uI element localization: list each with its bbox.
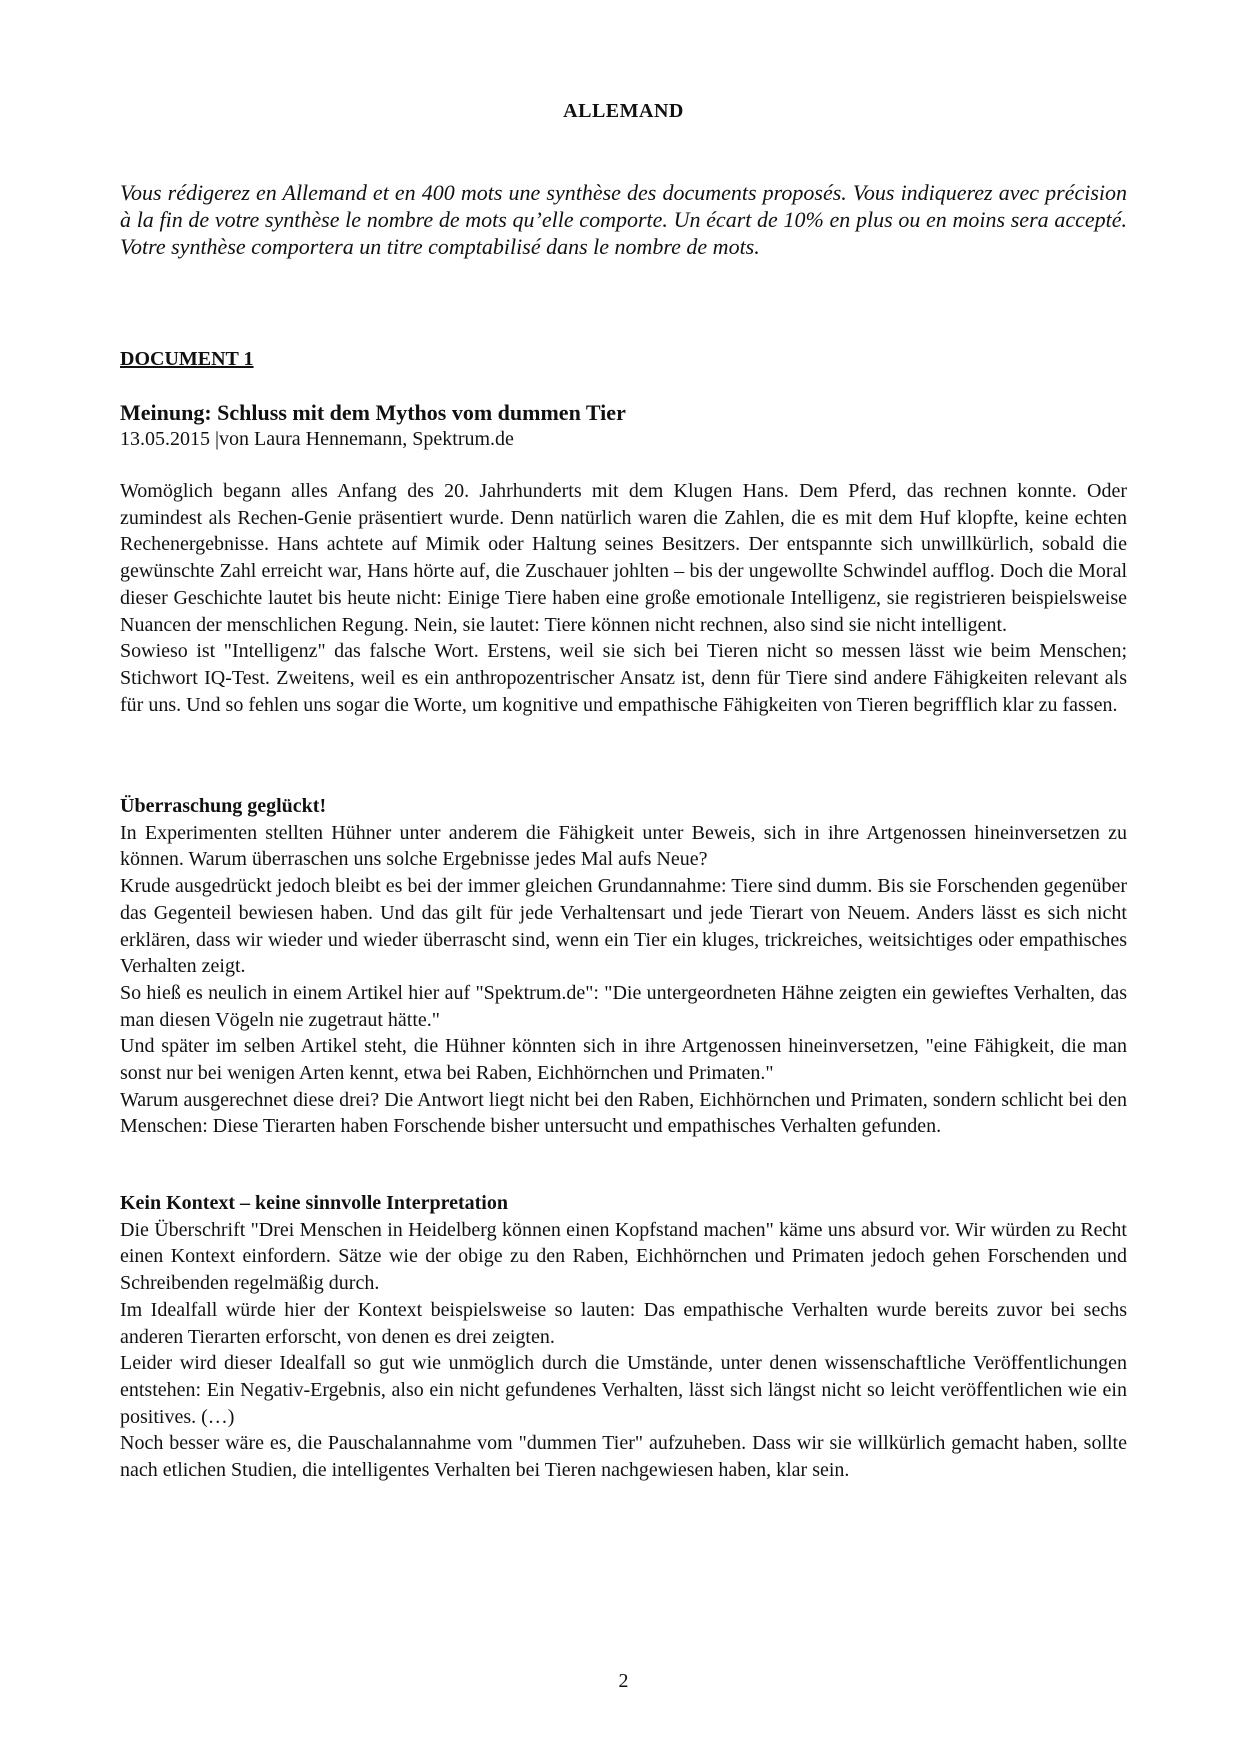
instructions-paragraph: Vous rédigerez en Allemand et en 400 mots une synthèse des documents proposés. Vous indiquerez avec précision à la fin de votre synthèse le nombre de mots qu’elle comporte. Un écart de 10% en plus ou en moins sera accepté. Votre synthèse comportera un titre comptabilisé dans le nombre de mots. (120, 180, 1127, 259)
article-byline: 13.05.2015 |von Laura Hennemann, Spektrum.de (120, 428, 514, 450)
body-paragraph: Warum ausgerechnet diese drei? Die Antwort liegt nicht bei den Raben, Eichhörnchen und Primaten, sondern schlicht bei den Menschen: Diese Tierarten haben Forschende bisher untersucht und empathisches Verhalten gefunden. (120, 1088, 1127, 1138)
page-title: ALLEMAND (563, 100, 684, 122)
section-context (120, 1190, 1127, 1484)
document-label: DOCUMENT 1 (120, 348, 254, 370)
page-number: 2 (618, 1670, 629, 1692)
article-title: Meinung: Schluss mit dem Mythos vom dummen Tier (120, 400, 626, 425)
body-paragraph: Leider wird dieser Idealfall so gut wie unmöglich durch die Umstände, unter denen wissenschaftliche Veröffentlichungen entstehen: Ein Negativ-Ergebnis, also ein nicht gefundenes Verhalten, lässt sich längst nicht so leicht veröffentlichen wie ein positives. (…) (120, 1352, 1127, 1428)
body-paragraph: Krude ausgedrückt jedoch bleibt es bei der immer gleichen Grundannahme: Tiere sind dumm. Bis sie Forschenden gegenüber das Gegenteil bewiesen haben. Und das gilt für jede Verhaltensart und jede Tierart von Neuem. Anders lässt es sich nicht erklären, dass wir wieder und wieder überrascht sind, wenn ein Tier ein kluges, trickreiches, weitsichtiges oder empathisches Verhalten zeigt. (120, 875, 1127, 978)
document-page (120, 0, 1127, 1754)
body-paragraph: Im Idealfall würde hier der Kontext beispielsweise so lauten: Das empathische Verhalten wurde bereits zuvor bei sechs anderen Tierarten erforscht, von denen es drei zeigten. (120, 1298, 1127, 1348)
body-paragraph: Noch besser wäre es, die Pauschalannahme vom "dummen Tier" aufzuheben. Dass wir sie willkürlich gemacht haben, sollte nach etlichen Studien, die intelligentes Verhalten bei Tieren nachgewiesen haben, klar sein. (120, 1432, 1127, 1482)
intro-section (120, 478, 1127, 718)
section-heading: Kein Kontext – keine sinnvolle Interpretation (120, 1192, 508, 1214)
section-surprise (120, 793, 1127, 1140)
body-paragraph: Und später im selben Artikel steht, die Hühner könnten sich in ihre Artgenossen hineinversetzen, "eine Fähigkeit, die man sonst nur bei wenigen Arten kennt, etwa bei Raben, Eichhörnchen und Primaten." (120, 1035, 1127, 1085)
body-paragraph: Sowieso ist "Intelligenz" das falsche Wort. Erstens, weil sie sich bei Tieren nicht so messen lässt wie beim Menschen; Stichwort IQ-Test. Zweitens, weil es ein anthropozentrischer Ansatz ist, denn für Tiere sind andere Fähigkeiten relevant als für uns. Und so fehlen uns sogar die Worte, um kognitive und empathische Fähigkeiten von Tieren begrifflich klar zu fassen. (120, 640, 1127, 716)
body-paragraph: In Experimenten stellten Hühner unter anderem die Fähigkeit unter Beweis, sich in ihre Artgenossen hineinversetzen zu können. Warum überraschen uns solche Ergebnisse jedes Mal aufs Neue? (120, 821, 1127, 871)
body-paragraph: So hieß es neulich in einem Artikel hier auf "Spektrum.de": "Die untergeordneten Hähne zeigten ein gewieftes Verhalten, das man diesen Vögeln nie zugetraut hätte." (120, 981, 1127, 1031)
body-paragraph: Womöglich begann alles Anfang des 20. Jahrhunderts mit dem Klugen Hans. Dem Pferd, das rechnen konnte. Oder zumindest als Rechen-Genie präsentiert wurde. Denn natürlich waren die Zahlen, die es mit dem Huf klopfte, keine echten Rechenergebnisse. Hans achtete auf Mimik oder Haltung seines Besitzers. Der entspannte sich unwillkürlich, sobald die gewünschte Zahl erreicht war, Hans hörte auf, die Zuschauer johlten – bis der ungewollte Schwindel aufflog. Doch die Moral dieser Geschichte lautet bis heute nicht: Einige Tiere haben eine große emotionale Intelligenz, sie registrieren beispielsweise Nuancen der menschlichen Regung. Nein, sie lautet: Tiere können nicht rechnen, also sind sie nicht intelligent. (120, 480, 1127, 636)
section-heading: Überraschung geglückt! (120, 795, 327, 817)
body-paragraph: Die Überschrift "Drei Menschen in Heidelberg können einen Kopfstand machen" käme uns absurd vor. Wir würden zu Recht einen Kontext einfordern. Sätze wie der obige zu den Raben, Eichhörnchen und Primaten jedoch gehen Forschenden und Schreibenden regelmäßig durch. (120, 1218, 1127, 1295)
